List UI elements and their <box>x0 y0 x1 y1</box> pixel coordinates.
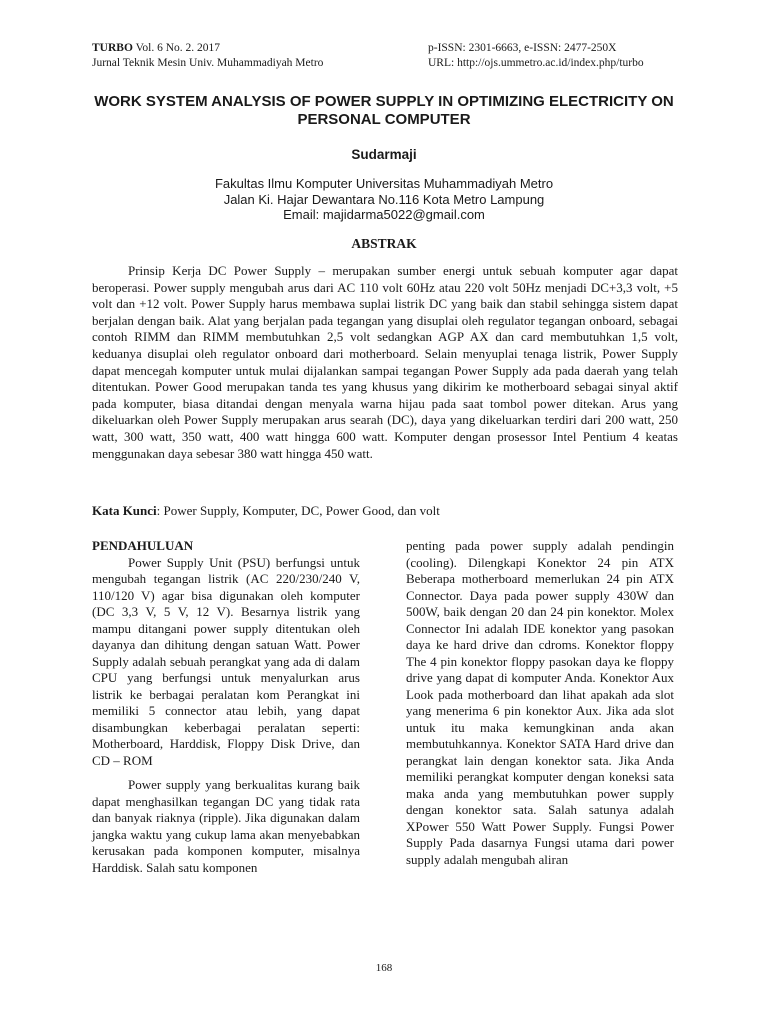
affiliation-address: Jalan Ki. Hajar Dewantara No.116 Kota Metro Lampung <box>223 191 545 207</box>
affiliation-email[interactable]: Email: majidarma5022@gmail.com <box>283 207 485 222</box>
affiliation-block <box>0 176 768 223</box>
abstract-heading: ABSTRAK <box>351 236 417 251</box>
journal-issn: p-ISSN: 2301-6663, e-ISSN: 2477-250X <box>428 42 617 54</box>
abstract-text: Prinsip Kerja DC Power Supply – merupakan sumber energi untuk sebuah komputer agar dapat beroperasi. Power supply mengubah arus dari AC 110 volt 60Hz atau 220 volt 50Hz menjadi DC+3,3 volt, +5 volt dan +12 volt. Power Supply harus membawa suplai listrik DC yang baik dan stabil sehingga sistem dapat berjalan dengan baik. Alat yang berjalan pada tegangan yang disuplai oleh regulator tegangan onboard, sebagai contoh RIMM dan RIMM membutuhkan 2,5 volt sedangkan AGP AX dan card membutuhkan 1,5 volt, keduanya disuplai oleh regulator onboard dari motherboard. Selain menyuplai tenaga listrik, Power Supply dapat mencegah komputer untuk mulai dijalankan sampai tegangan Power Supply ada pada daerah yang telah ditentukan. Power Good merupakan tanda tes yang khusus yang dikirim ke motherboard sebagai sinyal aktif pada komputer, biasa ditandai dengan menyala warna hijau pada saat tombol power ditekan. Arus yang dikeluarkan oleh Power Supply merupakan arus searah (DC), daya yang dikeluarkan terdiri dari 200 watt, 250 watt, 300 watt, 350 watt, 400 watt hingga 600 watt. Komputer dengan prosessor Intel Pentium 4 keatas menggunakan daya sebesar 380 watt hingga 450 watt. <box>92 263 678 461</box>
page-number: 168 <box>375 962 393 974</box>
journal-volume: Vol. 6 No. 2. 2017 <box>135 42 221 54</box>
paper-title: WORK SYSTEM ANALYSIS OF POWER SUPPLY IN OPTIMIZING ELECTRICITY ON PERSONAL COMPUTER <box>94 93 674 128</box>
intro-paragraph-3: penting pada power supply adalah pendingin (cooling). Dilengkapi Konektor 24 pin ATX Beberapa motherboard memerlukan 24 pin ATX Connector. Daya pada power supply 430W dan 500W, baik dengan 20 dan 24 pin konektor. Molex Connector Ini adalah IDE konektor yang pasokan daya ke hard drive dan cdroms. Konektor floppy The 4 pin konektor floppy pasokan daya ke floppy drive yang dapat di komputer Anda. Konektor Aux Look pada motherboard dan lihat apakah ada slot yang menerima 6 pin konektor Aux. Jika ada slot untuk itu maka kemungkinan anda akan membutuhkannya. Konektor SATA Hard drive dan perangkat lain dengan konektor sata. Jika Anda memiliki perangkat komputer dengan koneksi sata maka anda yang membutuhkan power supply dengan konektor sata. Salah satunya adalah XPower 550 Watt Power Supply. Fungsi Power Supply Pada dasarnya Fungsi utama dari power supply adalah mengubah aliran <box>406 538 674 867</box>
affiliation-faculty: Fakultas Ilmu Komputer Universitas Muhammadiyah Metro <box>214 176 554 191</box>
keywords-label: Kata Kunci <box>92 503 157 518</box>
keywords-text: : Power Supply, Komputer, DC, Power Good, dan volt <box>156 503 440 518</box>
journal-ids <box>428 41 698 71</box>
intro-paragraph-2: Power supply yang berkualitas kurang baik dapat menghasilkan tegangan DC yang tidak rata dan banyak riaknya (ripple). Jika digunakan dalam jangka waktu yang cukup lama akan menyebabkan kerusakan pada komponen komputer, misalnya Harddisk. Salah satu komponen <box>92 777 360 875</box>
left-column <box>92 538 360 876</box>
journal-url[interactable]: URL: http://ojs.ummetro.ac.id/index.php/turbo <box>428 57 644 69</box>
intro-heading: PENDAHULUAN <box>92 538 194 553</box>
journal-abbrev: TURBO <box>92 42 133 54</box>
journal-info <box>92 41 422 71</box>
keywords-line <box>92 503 678 519</box>
intro-paragraph-1: Power Supply Unit (PSU) berfungsi untuk mengubah tegangan listrik (AC 220/230/240 V, 110/120 V) agar bisa digunakan oleh komputer (DC 3,3 V, 5 V, 12 V). Besarnya listrik yang mampu ditangani power supply ditentukan oleh dayanya dan dihitung dengan satuan Watt. Power Supply adalah sebuah perangkat yang ada di dalam CPU yang berfungsi untuk menyalurkan arus listrik ke berbagai peralatan kom Perangkat ini memiliki 5 connector atau lebih, yang dapat disambungkan keberbagai peralatan seperti: Motherboard, Harddisk, Floppy Disk Drive, dan CD – ROM <box>92 554 360 768</box>
journal-name: Jurnal Teknik Mesin Univ. Muhammadiyah Metro <box>92 57 324 69</box>
right-column <box>406 538 674 868</box>
paper-author: Sudarmaji <box>351 147 417 162</box>
